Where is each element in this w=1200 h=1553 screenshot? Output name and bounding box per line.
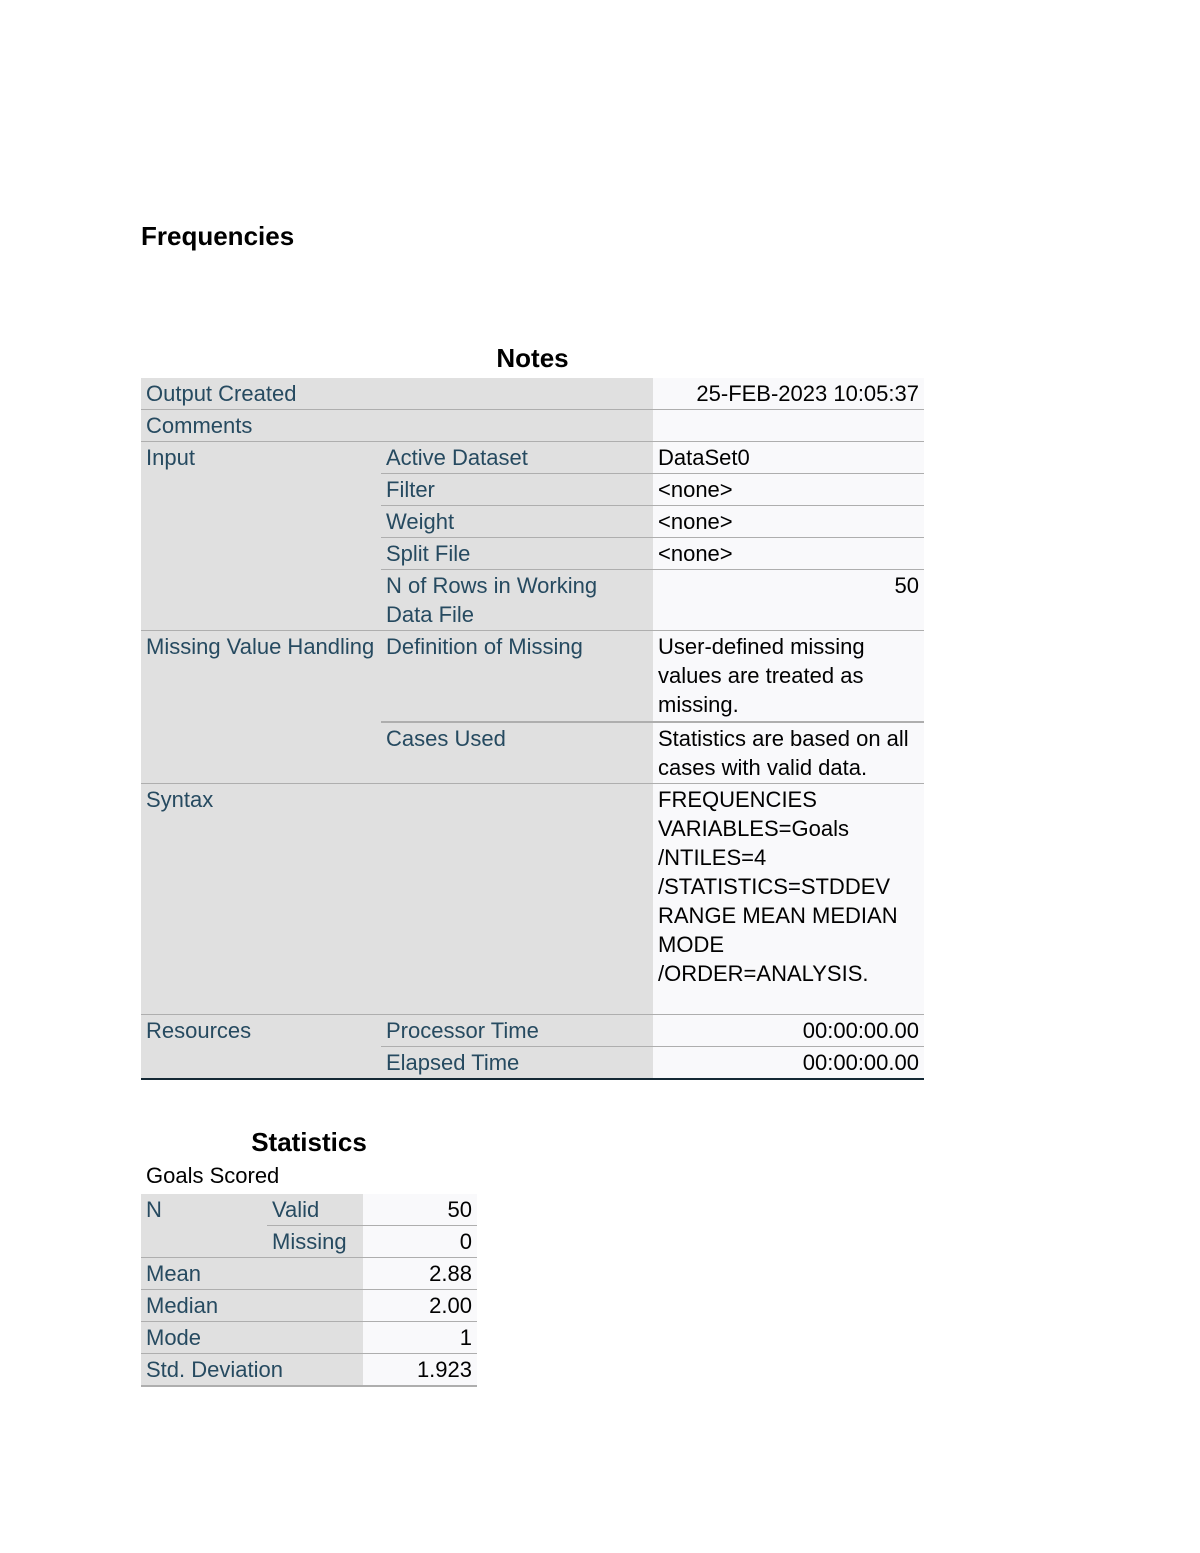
definition-missing-value: User-defined missing values are treated as missing. [653,631,924,723]
statistics-title: Statistics [251,1127,367,1157]
table-row [141,1194,477,1226]
filter-label: Filter [381,474,653,506]
page-heading: Frequencies [141,221,295,251]
table-row [141,631,924,723]
resources-label: Resources [141,1015,381,1080]
statistics-table [141,1194,477,1387]
mean-label: Mean [141,1258,363,1290]
mean-value: 2.88 [363,1258,477,1290]
valid-value: 50 [363,1194,477,1226]
mode-value: 1 [363,1322,477,1354]
active-dataset-label: Active Dataset [381,442,653,474]
processor-time-label: Processor Time [381,1015,653,1047]
valid-label: Valid [267,1194,363,1226]
n-rows-label: N of Rows in Working Data File [381,570,653,631]
notes-table [141,378,924,1080]
syntax-value: FREQUENCIES VARIABLES=Goals /NTILES=4 /STATISTICS=STDDEV RANGE MEAN MEDIAN MODE /ORDER=ANALYSIS. [653,784,924,1015]
definition-missing-label: Definition of Missing [381,631,653,723]
std-value: 1.923 [363,1354,477,1387]
mode-label: Mode [141,1322,363,1354]
n-rows-value: 50 [653,570,924,631]
table-row [141,378,924,410]
table-row [141,410,924,442]
median-label: Median [141,1290,363,1322]
cases-used-value: Statistics are based on all cases with valid data. [653,722,924,784]
cases-used-label: Cases Used [381,722,653,784]
input-label: Input [141,442,381,631]
syntax-label: Syntax [141,784,381,1015]
comments-label: Comments [141,410,653,442]
active-dataset-value: DataSet0 [653,442,924,474]
split-file-value: <none> [653,538,924,570]
table-row [141,442,924,474]
elapsed-time-value: 00:00:00.00 [653,1047,924,1080]
processor-time-value: 00:00:00.00 [653,1015,924,1047]
output-created-label: Output Created [141,378,653,410]
missing-value: 0 [363,1226,477,1258]
split-file-label: Split File [381,538,653,570]
weight-value: <none> [653,506,924,538]
missing-handling-label: Missing Value Handling [141,631,381,784]
n-label: N [141,1194,267,1258]
elapsed-time-label: Elapsed Time [381,1047,653,1080]
weight-label: Weight [381,506,653,538]
statistics-variable: Goals Scored [146,1163,280,1188]
table-row [141,1322,477,1354]
notes-title: Notes [496,343,569,373]
missing-label: Missing [267,1226,363,1258]
median-value: 2.00 [363,1290,477,1322]
table-row [141,1015,924,1047]
filter-value: <none> [653,474,924,506]
table-row [141,1290,477,1322]
output-created-value: 25-FEB-2023 10:05:37 [653,378,924,410]
table-row [141,1354,477,1387]
syntax-empty [381,784,653,1015]
comments-value [653,410,924,442]
table-row [141,784,924,1015]
table-row [141,1258,477,1290]
std-label: Std. Deviation [141,1354,363,1387]
